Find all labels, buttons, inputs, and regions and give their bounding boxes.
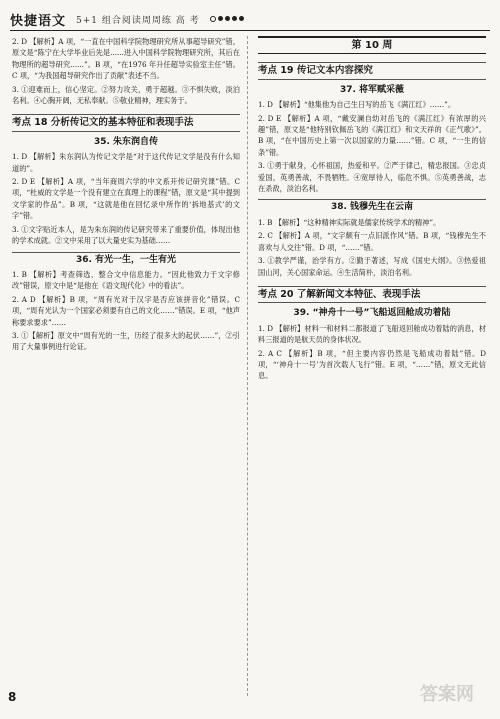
topic-heading: 考点 20 了解新闻文本特征、表现手法 — [258, 286, 486, 303]
answer-paragraph: 2. C 【解析】A 项，“文字颇有一点旧派作风”错。B 项，“钱穆先生不喜欢与人交往”错。D 项，“……”错。 — [258, 231, 486, 252]
page-number: 8 — [8, 690, 17, 704]
week-heading: 第 10 周 — [258, 36, 486, 54]
topic-heading: 考点 18 分析传记文的基本特征和表现手法 — [12, 114, 240, 131]
article-title: 38. 钱穆先生在云南 — [258, 199, 486, 213]
left-column — [12, 36, 240, 355]
rating-dots-icon — [210, 16, 244, 22]
answer-paragraph: 3. ①【解析】原文中“周有光的一生，历经了很多大的起伏……”，②引用了大量事例进行论证。 — [12, 330, 240, 352]
answer-paragraph: 3. ①文字贴近本人，是为朱东润的传记研究带来了重要价值，体现出他的学术成就。②文中采用了以大量史实为基础…… — [12, 224, 240, 246]
answer-paragraph: 1. B 【解析】“这种精神实际就是儒家传统学术的精神”。 — [258, 217, 441, 227]
series-title: 5+1 组合阅读周周练 高 考 — [76, 15, 200, 26]
answer-paragraph: 3. ①勇于献身，心怀祖国，热爱和平。②严于律己，精忠报国。③忠贞爱国，英勇善战，不畏牺牲。④宽厚待人，临危不惧。⑤英勇善战，志在杀敌，淡泊名利。 — [258, 161, 486, 194]
brand-title: 快捷语文 — [10, 13, 67, 29]
answer-paragraph: 3. ①迎难而上，信心坚定。②努力攻关，勇于超越。③不惧失败，淡泊名利。④心胸开阔，无私奉献。⑤敬业精神，理实务于。 — [12, 84, 240, 106]
answer-paragraph: 2. D E 【解析】A 项，“戴安澜自幼对岳飞的《满江红》有浓厚的兴趣”错，原文是“他特别钦佩岳飞的《满江红》和文天祥的《正气歌》”。B 项，“在中国历史上第一次以国家的力量……”错。C 项，“一生的信条”错。 — [258, 113, 486, 157]
answer-paragraph: 2. D 【解析】A 项，“一直在中国科学院物理研究所从事超导研究”错，原文是“陈宁在大学毕业后先是......进入中国科学院物理研究所，其后在物理所的超导研究......”。B 项，“在1976 年升任超导实验室主任”错。C 项，“为我国超导研究作出了贡献”表述不当。 — [12, 37, 240, 81]
answer-paragraph: 1. D 【解析】材料一和材料二都报道了飞船返回舱成功着陆的消息，材料三报道的是航天员的身体状况。 — [258, 323, 486, 345]
page-header — [10, 8, 490, 31]
answer-paragraph: 1. D 【解析】“他集他为自己生日写的岳飞《满江红》……”。 — [258, 100, 456, 110]
watermark-logo: 答案网 — [420, 684, 474, 705]
answer-paragraph: 2. D E 【解析】A 项，“当年商周六学的中文系开传记研究课”错。C 项，“杜威的文学是一个没有建立在真理上的课程”错，原文是“其中提到文学家的作品”。B 项，“这就是他在回忆录中所作的‘拆地基式’的文字”错。 — [12, 177, 240, 221]
answer-paragraph: 1. B 【解析】考查筛选、整合文中信息能力。“因此他致力于文字修改”错误，原文中是“是他在《语文现代化》中的看法”。 — [12, 269, 240, 291]
article-title: 36. 有光一生，一生有光 — [12, 252, 240, 266]
answer-paragraph: 2. A D 【解析】B 项，“周有光对于汉字是否应该拼音化”错误。C 项，“周有光认为一个国家必须要有自己的文化……”错误。E 项，“他声称要求要求”…… — [12, 294, 240, 327]
answer-paragraph: 2. A C 【解析】B 项，“但主要内容仍然是飞船成功着陆”错。D 项，“‘神舟十一号’为首次载人飞行”错。E 项，“……”错，原文无此信息。 — [258, 348, 486, 381]
article-title: 37. 将军赋采薇 — [339, 84, 405, 95]
answer-paragraph: 3. ①教学严谨，治学有方。②勤于著述，写成《国史大纲》。③热爱祖国山河，关心国家命运。④生活简朴，淡泊名利。 — [258, 256, 486, 277]
topic-heading: 考点 19 传记文本内容探究 — [258, 62, 486, 79]
article-title: 39. “神舟十一号”飞船返回舱成功着陆 — [293, 308, 451, 319]
column-divider — [247, 36, 248, 696]
article-title: 35. 朱东润自传 — [93, 136, 159, 147]
right-column — [258, 36, 486, 384]
answer-paragraph: 1. D 【解析】朱东润认为传记文学是“对于这代传记文学是没有什么知道的”。 — [12, 152, 240, 173]
